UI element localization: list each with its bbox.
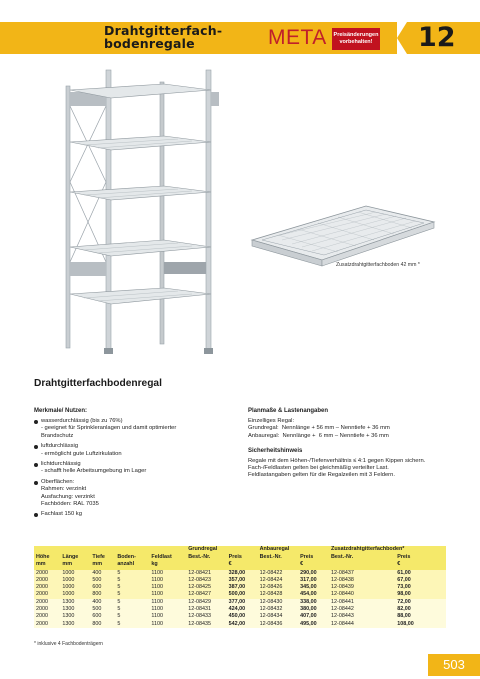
wire-shelf-detail-image bbox=[238, 188, 438, 268]
table-cell: 12-08435 bbox=[186, 621, 226, 628]
feature-main: lichtdurchlässig bbox=[41, 461, 81, 468]
dimensions-line: Anbauregal: Nennlänge + 6 mm – Nenntiefe + 36 mm bbox=[248, 432, 389, 439]
feature-sub: Brandschutz bbox=[41, 432, 74, 439]
table-cell: 5 bbox=[115, 577, 149, 584]
feature-main: luftdurchlässig bbox=[41, 443, 79, 450]
table-cell: 12-08444 bbox=[329, 621, 395, 628]
table-cell: 450,00 bbox=[227, 613, 258, 620]
feature-sub: - geeignet für Sprinkleranlagen und damit optimierter bbox=[41, 425, 177, 432]
table-cell: 12-08425 bbox=[186, 584, 226, 591]
bullet-icon bbox=[34, 463, 38, 467]
table-cell: 290,00 bbox=[298, 569, 329, 577]
safety-line: Fach-/Feldlasten gelten bei gleichmäßig verteilter Last. bbox=[248, 465, 389, 472]
table-cell: 1100 bbox=[149, 613, 186, 620]
table-cell: 12-08437 bbox=[329, 569, 395, 577]
table-row bbox=[34, 606, 446, 613]
feature-sub: Fachböden: RAL 7035 bbox=[41, 500, 99, 507]
table-cell: 5 bbox=[115, 621, 149, 628]
table-cell: 495,00 bbox=[298, 621, 329, 628]
column-header: Preis bbox=[227, 554, 258, 561]
column-header: Preis bbox=[395, 554, 446, 561]
table-cell: 800 bbox=[90, 621, 115, 628]
table-cell: 387,00 bbox=[227, 584, 258, 591]
dimensions-heading: Planmaße & Lastenangaben bbox=[248, 408, 329, 414]
table-cell: 542,00 bbox=[227, 621, 258, 628]
table-cell: 500,00 bbox=[227, 591, 258, 598]
feature-main: Fachlast 150 kg bbox=[41, 511, 82, 518]
column-header: Feldlast bbox=[149, 554, 186, 561]
detail-caption: Zusatzdrahtgitterfachboden 42 mm * bbox=[336, 262, 420, 268]
table-cell: 1100 bbox=[149, 599, 186, 606]
table-cell: 5 bbox=[115, 569, 149, 577]
table-cell: 5 bbox=[115, 584, 149, 591]
table-body bbox=[34, 569, 446, 628]
column-header: Boden- bbox=[115, 554, 149, 561]
column-unit: mm bbox=[34, 561, 60, 569]
table-cell: 400 bbox=[90, 569, 115, 577]
table-cell: 2000 bbox=[34, 621, 60, 628]
table-cell: 1100 bbox=[149, 621, 186, 628]
column-unit: € bbox=[298, 561, 329, 569]
table-row bbox=[34, 577, 446, 584]
column-unit bbox=[258, 561, 298, 569]
feature-main: Oberflächen: bbox=[41, 479, 75, 486]
table-cell: 12-08430 bbox=[258, 599, 298, 606]
table-cell: 1000 bbox=[60, 591, 90, 598]
table-cell: 61,00 bbox=[395, 569, 446, 577]
column-unit: anzahl bbox=[115, 561, 149, 569]
table-cell: 1000 bbox=[60, 577, 90, 584]
table-cell: 357,00 bbox=[227, 577, 258, 584]
bullet-icon bbox=[34, 513, 38, 517]
table-cell: 2000 bbox=[34, 591, 60, 598]
dimensions-line: Grundregal: Nennlänge + 56 mm – Nenntiefe + 36 mm bbox=[248, 425, 390, 432]
column-header: Höhe bbox=[34, 554, 60, 561]
table-cell: 1300 bbox=[60, 621, 90, 628]
column-header: Preis bbox=[298, 554, 329, 561]
table-cell: 12-08443 bbox=[329, 613, 395, 620]
table-row bbox=[34, 569, 446, 577]
table-cell: 12-08438 bbox=[329, 577, 395, 584]
table-cell: 12-08429 bbox=[186, 599, 226, 606]
feature-sub: Rahmen: verzinkt bbox=[41, 486, 87, 493]
table-cell: 1100 bbox=[149, 577, 186, 584]
chapter-number: 12 bbox=[418, 22, 456, 53]
table-cell: 424,00 bbox=[227, 606, 258, 613]
table-cell: 377,00 bbox=[227, 599, 258, 606]
group-grundregal: Grundregal bbox=[186, 546, 257, 554]
table-cell: 67,00 bbox=[395, 577, 446, 584]
safety-line: Feldlastangaben gelten für die Regalzeilen mit 3 Feldern. bbox=[248, 472, 395, 479]
table-cell: 1100 bbox=[149, 569, 186, 577]
table-unit-row bbox=[34, 561, 446, 569]
column-unit: mm bbox=[90, 561, 115, 569]
table-cell: 328,00 bbox=[227, 569, 258, 577]
shelf-product-image bbox=[54, 62, 224, 358]
table-cell: 1100 bbox=[149, 606, 186, 613]
table-row bbox=[34, 591, 446, 598]
table-cell: 98,00 bbox=[395, 591, 446, 598]
column-unit bbox=[186, 561, 226, 569]
table-cell: 1000 bbox=[60, 569, 90, 577]
table-cell: 12-08431 bbox=[186, 606, 226, 613]
table-cell: 2000 bbox=[34, 577, 60, 584]
table-cell: 73,00 bbox=[395, 584, 446, 591]
feature-sub: - schafft helle Arbeitsumgebung im Lager bbox=[41, 468, 147, 475]
table-cell: 12-08423 bbox=[186, 577, 226, 584]
table-cell: 1300 bbox=[60, 606, 90, 613]
chapter-notch bbox=[397, 22, 407, 54]
table-cell: 12-08442 bbox=[329, 606, 395, 613]
price-table bbox=[34, 546, 446, 628]
table-cell: 12-08432 bbox=[258, 606, 298, 613]
table-cell: 72,00 bbox=[395, 599, 446, 606]
table-cell: 345,00 bbox=[298, 584, 329, 591]
table-cell: 380,00 bbox=[298, 606, 329, 613]
table-cell: 454,00 bbox=[298, 591, 329, 598]
table-cell: 500 bbox=[90, 577, 115, 584]
page-number: 503 bbox=[428, 654, 480, 676]
title-line-2: bodenregale bbox=[104, 36, 195, 51]
table-cell: 12-08427 bbox=[186, 591, 226, 598]
table-cell: 800 bbox=[90, 591, 115, 598]
feature-sub: Ausfachung: verzinkt bbox=[41, 493, 95, 500]
table-cell: 1100 bbox=[149, 584, 186, 591]
table-cell: 338,00 bbox=[298, 599, 329, 606]
table-cell: 108,00 bbox=[395, 621, 446, 628]
table-cell: 12-08440 bbox=[329, 591, 395, 598]
feature-sub: - ermöglicht gute Luftzirkulation bbox=[41, 450, 122, 457]
column-header: Best.-Nr. bbox=[329, 554, 395, 561]
title-line-1: Drahtgitterfach- bbox=[104, 23, 223, 38]
dimensions-line: Einzelliges Regal: bbox=[248, 418, 295, 425]
features-column bbox=[34, 408, 234, 522]
table-cell: 1300 bbox=[60, 613, 90, 620]
table-cell: 2000 bbox=[34, 599, 60, 606]
section-title: Drahtgitterfachbodenregal bbox=[34, 378, 162, 389]
column-header: Best.-Nr. bbox=[186, 554, 226, 561]
table-cell: 12-08436 bbox=[258, 621, 298, 628]
table-cell: 600 bbox=[90, 584, 115, 591]
table-cell: 600 bbox=[90, 613, 115, 620]
table-row bbox=[34, 621, 446, 628]
column-unit: kg bbox=[149, 561, 186, 569]
column-unit bbox=[329, 561, 395, 569]
bullet-icon bbox=[34, 481, 38, 485]
feature-item bbox=[34, 443, 234, 457]
table-row bbox=[34, 599, 446, 606]
table-cell: 5 bbox=[115, 599, 149, 606]
table-cell: 12-08433 bbox=[186, 613, 226, 620]
feature-item bbox=[34, 511, 234, 518]
table-cell: 5 bbox=[115, 613, 149, 620]
group-zusatz: Zusatzdrahtgitterfachboden* bbox=[329, 546, 446, 554]
table-cell: 12-08424 bbox=[258, 577, 298, 584]
table-cell: 12-08426 bbox=[258, 584, 298, 591]
group-anbauregal: Anbauregal bbox=[258, 546, 329, 554]
page-header bbox=[0, 0, 480, 60]
table-cell: 12-08421 bbox=[186, 569, 226, 577]
footnote: * inklusive 4 Fachbodenträgern bbox=[34, 641, 103, 647]
table-cell: 317,00 bbox=[298, 577, 329, 584]
table-cell: 1300 bbox=[60, 599, 90, 606]
table-cell: 2000 bbox=[34, 569, 60, 577]
table-cell: 12-08434 bbox=[258, 613, 298, 620]
bullet-icon bbox=[34, 445, 38, 449]
table-header-row bbox=[34, 554, 446, 561]
column-unit: € bbox=[395, 561, 446, 569]
table-cell: 2000 bbox=[34, 584, 60, 591]
table-cell: 5 bbox=[115, 606, 149, 613]
safety-line: Regale mit dem Höhen-/Tiefenverhältnis ≤ 4:1 gegen Kippen sichern. bbox=[248, 458, 426, 465]
specs-column bbox=[248, 408, 448, 480]
table-cell: 12-08422 bbox=[258, 569, 298, 577]
table-cell: 12-08441 bbox=[329, 599, 395, 606]
table-cell: 2000 bbox=[34, 606, 60, 613]
table-cell: 12-08428 bbox=[258, 591, 298, 598]
column-header: Tiefe bbox=[90, 554, 115, 561]
column-header: Länge bbox=[60, 554, 90, 561]
price-table-grid bbox=[34, 546, 446, 628]
table-row bbox=[34, 613, 446, 620]
table-cell: 1000 bbox=[60, 584, 90, 591]
column-unit: € bbox=[227, 561, 258, 569]
column-header: Best.-Nr. bbox=[258, 554, 298, 561]
features-heading: Merkmale/ Nutzen: bbox=[34, 408, 88, 414]
table-group-header bbox=[34, 546, 446, 554]
price-note-badge: Preisänderungen vorbehalten! bbox=[332, 28, 380, 50]
column-unit: mm bbox=[60, 561, 90, 569]
table-cell: 5 bbox=[115, 591, 149, 598]
table-cell: 12-08439 bbox=[329, 584, 395, 591]
feature-item bbox=[34, 461, 234, 475]
brand-logo: META bbox=[268, 26, 327, 49]
table-row bbox=[34, 584, 446, 591]
table-cell: 2000 bbox=[34, 613, 60, 620]
feature-item bbox=[34, 479, 234, 508]
table-cell: 400 bbox=[90, 599, 115, 606]
feature-item bbox=[34, 418, 234, 440]
table-cell: 1100 bbox=[149, 591, 186, 598]
table-cell: 82,00 bbox=[395, 606, 446, 613]
table-cell: 88,00 bbox=[395, 613, 446, 620]
bullet-icon bbox=[34, 420, 38, 424]
page-title bbox=[104, 24, 222, 50]
safety-heading: Sicherheitshinweis bbox=[248, 447, 303, 454]
table-cell: 500 bbox=[90, 606, 115, 613]
table-cell: 407,00 bbox=[298, 613, 329, 620]
feature-main: wasserdurchlässig (bis zu 76%) bbox=[41, 418, 123, 425]
